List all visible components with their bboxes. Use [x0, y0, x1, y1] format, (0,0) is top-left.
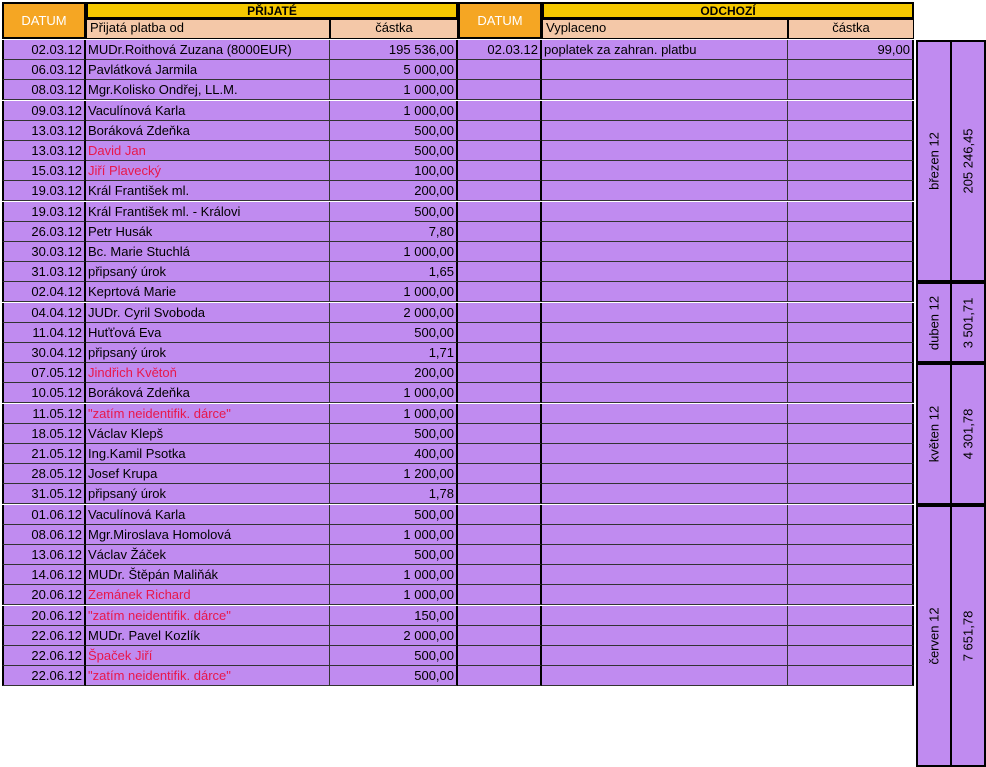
- out-amount-cell[interactable]: [788, 60, 914, 80]
- date-cell[interactable]: 01.06.12: [2, 505, 86, 525]
- date-cell[interactable]: 02.03.12: [2, 40, 86, 60]
- out-amount-cell[interactable]: [788, 80, 914, 100]
- received-from-header: Přijatá platba od: [86, 19, 330, 39]
- donor-name-cell[interactable]: Špaček Jiří: [86, 646, 330, 666]
- month-total: 3 501,71: [960, 297, 976, 349]
- out-description-cell[interactable]: [542, 585, 788, 605]
- out-amount-cell[interactable]: [788, 666, 914, 686]
- donor-name-cell[interactable]: Pavlátková Jarmila: [86, 60, 330, 80]
- out-description-cell[interactable]: [542, 181, 788, 201]
- out-date-cell[interactable]: [458, 121, 542, 141]
- donor-name-cell[interactable]: Ing.Kamil Psotka: [86, 444, 330, 464]
- amount-cell[interactable]: 500,00: [330, 666, 458, 686]
- date-cell[interactable]: 09.03.12: [2, 101, 86, 121]
- out-date-cell[interactable]: [458, 545, 542, 565]
- out-amount-cell[interactable]: 99,00: [788, 40, 914, 60]
- out-date-cell[interactable]: [458, 161, 542, 181]
- out-date-cell[interactable]: [458, 626, 542, 646]
- month-label: červen 12: [926, 607, 942, 665]
- amount-cell[interactable]: 1 000,00: [330, 282, 458, 302]
- date-cell[interactable]: 28.05.12: [2, 464, 86, 484]
- out-amount-cell[interactable]: [788, 525, 914, 545]
- amount-cell[interactable]: 1 000,00: [330, 585, 458, 605]
- out-amount-cell[interactable]: [788, 565, 914, 585]
- out-amount-cell[interactable]: [788, 444, 914, 464]
- out-date-cell[interactable]: [458, 363, 542, 383]
- donor-name-cell[interactable]: "zatím neidentifik. dárce": [86, 666, 330, 686]
- out-amount-cell[interactable]: [788, 646, 914, 666]
- out-amount-cell[interactable]: [788, 383, 914, 403]
- month-total-cell: [950, 505, 986, 767]
- out-date-cell[interactable]: [458, 484, 542, 504]
- month-label: duben 12: [926, 295, 942, 350]
- date-cell[interactable]: 26.03.12: [2, 222, 86, 242]
- amount-cell[interactable]: 1,65: [330, 262, 458, 282]
- table-row: [0, 40, 916, 60]
- out-description-cell[interactable]: [542, 424, 788, 444]
- table-row: [0, 343, 916, 363]
- month-total: 7 651,78: [960, 610, 976, 662]
- out-description-cell[interactable]: [542, 525, 788, 545]
- out-date-cell[interactable]: [458, 222, 542, 242]
- out-amount-cell[interactable]: [788, 363, 914, 383]
- table-row: [0, 666, 916, 686]
- out-amount-cell[interactable]: [788, 141, 914, 161]
- table-row: [0, 545, 916, 565]
- donor-name-cell[interactable]: Vaculínová Karla: [86, 101, 330, 121]
- donor-name-cell[interactable]: Boráková Zdeňka: [86, 383, 330, 403]
- month-total: 205 246,45: [960, 128, 976, 194]
- out-description-cell[interactable]: [542, 60, 788, 80]
- out-date-cell[interactable]: [458, 262, 542, 282]
- table-row: [0, 202, 916, 222]
- table-row: [0, 383, 916, 403]
- donor-name-cell[interactable]: Mgr.Miroslava Homolová: [86, 525, 330, 545]
- out-amount-cell[interactable]: [788, 101, 914, 121]
- table-row: [0, 404, 916, 424]
- out-date-cell[interactable]: [458, 525, 542, 545]
- out-amount-cell[interactable]: [788, 343, 914, 363]
- out-date-cell[interactable]: [458, 141, 542, 161]
- out-amount-cell[interactable]: [788, 606, 914, 626]
- table-row: [0, 282, 916, 302]
- out-date-cell[interactable]: [458, 444, 542, 464]
- donor-name-cell[interactable]: Keprtová Marie: [86, 282, 330, 302]
- donor-name-cell[interactable]: připsaný úrok: [86, 484, 330, 504]
- out-amount-cell[interactable]: [788, 222, 914, 242]
- date-cell[interactable]: 21.05.12: [2, 444, 86, 464]
- amount-cell[interactable]: 1 000,00: [330, 525, 458, 545]
- out-date-cell[interactable]: [458, 464, 542, 484]
- paid-out-header: Vyplaceno: [542, 19, 788, 39]
- out-date-cell[interactable]: [458, 424, 542, 444]
- table-row: [0, 646, 916, 666]
- out-description-cell[interactable]: [542, 626, 788, 646]
- donor-name-cell[interactable]: Petr Husák: [86, 222, 330, 242]
- out-description-cell[interactable]: [542, 161, 788, 181]
- table-row: [0, 424, 916, 444]
- date-cell[interactable]: 08.06.12: [2, 525, 86, 545]
- donor-name-cell[interactable]: David Jan: [86, 141, 330, 161]
- date-cell[interactable]: 31.05.12: [2, 484, 86, 504]
- out-date-cell[interactable]: [458, 242, 542, 262]
- table-row: [0, 121, 916, 141]
- out-description-cell[interactable]: [542, 343, 788, 363]
- out-amount-cell[interactable]: [788, 404, 914, 424]
- month-total-cell: [950, 40, 986, 282]
- out-date-cell[interactable]: [458, 303, 542, 323]
- table-row: [0, 323, 916, 343]
- out-date-cell[interactable]: [458, 404, 542, 424]
- date-cell[interactable]: 20.06.12: [2, 585, 86, 605]
- donor-name-cell[interactable]: Jindřich Květoň: [86, 363, 330, 383]
- out-amount-cell[interactable]: [788, 303, 914, 323]
- table-row: [0, 141, 916, 161]
- amount-cell[interactable]: 5 000,00: [330, 60, 458, 80]
- out-description-cell[interactable]: [542, 666, 788, 686]
- out-description-cell[interactable]: [542, 242, 788, 262]
- month-label-cell: [916, 505, 952, 767]
- out-description-cell[interactable]: [542, 222, 788, 242]
- out-date-cell[interactable]: [458, 343, 542, 363]
- date-cell[interactable]: 02.04.12: [2, 282, 86, 302]
- donor-name-cell[interactable]: Josef Krupa: [86, 464, 330, 484]
- amount-header: částka: [330, 19, 458, 39]
- amount-cell[interactable]: 400,00: [330, 444, 458, 464]
- date-cell[interactable]: 30.04.12: [2, 343, 86, 363]
- out-date-cell[interactable]: [458, 60, 542, 80]
- donor-name-cell[interactable]: MUDr. Pavel Kozlík: [86, 626, 330, 646]
- amount-header-2: částka: [788, 19, 914, 39]
- amount-cell[interactable]: 1 000,00: [330, 383, 458, 403]
- amount-cell[interactable]: 150,00: [330, 606, 458, 626]
- table-row: [0, 222, 916, 242]
- amount-cell[interactable]: 2 000,00: [330, 303, 458, 323]
- month-label-cell: [916, 363, 952, 504]
- amount-cell[interactable]: 500,00: [330, 202, 458, 222]
- donor-name-cell[interactable]: MUDr. Štěpán Maliňák: [86, 565, 330, 585]
- datum-header-label: DATUM: [21, 12, 67, 28]
- donor-name-cell[interactable]: Mgr.Kolisko Ondřej, LL.M.: [86, 80, 330, 100]
- out-amount-cell[interactable]: [788, 323, 914, 343]
- out-description-cell[interactable]: [542, 464, 788, 484]
- out-date-cell[interactable]: [458, 383, 542, 403]
- out-date-cell[interactable]: [458, 606, 542, 626]
- out-description-cell[interactable]: [542, 101, 788, 121]
- amount-cell[interactable]: 500,00: [330, 646, 458, 666]
- amount-cell[interactable]: 195 536,00: [330, 40, 458, 60]
- out-amount-cell[interactable]: [788, 464, 914, 484]
- amount-cell[interactable]: 500,00: [330, 424, 458, 444]
- amount-cell[interactable]: 1 000,00: [330, 101, 458, 121]
- amount-cell[interactable]: 1 200,00: [330, 464, 458, 484]
- out-description-cell[interactable]: [542, 202, 788, 222]
- date-cell[interactable]: 22.06.12: [2, 666, 86, 686]
- donor-name-cell[interactable]: Vaculínová Karla: [86, 505, 330, 525]
- out-date-cell[interactable]: [458, 181, 542, 201]
- donor-name-cell[interactable]: připsaný úrok: [86, 262, 330, 282]
- date-cell[interactable]: 14.06.12: [2, 565, 86, 585]
- outgoing-title: ODCHOZÍ: [542, 2, 914, 19]
- out-date-cell[interactable]: [458, 666, 542, 686]
- out-description-cell[interactable]: [542, 444, 788, 464]
- donor-name-cell[interactable]: "zatím neidentifik. dárce": [86, 404, 330, 424]
- amount-cell[interactable]: 500,00: [330, 505, 458, 525]
- out-amount-cell[interactable]: [788, 424, 914, 444]
- date-cell[interactable]: 15.03.12: [2, 161, 86, 181]
- amount-cell[interactable]: 100,00: [330, 161, 458, 181]
- out-amount-cell[interactable]: [788, 484, 914, 504]
- out-date-cell[interactable]: [458, 80, 542, 100]
- out-date-cell[interactable]: [458, 646, 542, 666]
- date-cell[interactable]: 13.03.12: [2, 121, 86, 141]
- donor-name-cell[interactable]: připsaný úrok: [86, 343, 330, 363]
- table-row: [0, 626, 916, 646]
- datum-header: [2, 2, 86, 39]
- out-amount-cell[interactable]: [788, 505, 914, 525]
- date-cell[interactable]: 31.03.12: [2, 262, 86, 282]
- date-cell[interactable]: 18.05.12: [2, 424, 86, 444]
- table-row: [0, 80, 916, 100]
- out-description-cell[interactable]: [542, 282, 788, 302]
- amount-cell[interactable]: 500,00: [330, 121, 458, 141]
- amount-cell[interactable]: 1 000,00: [330, 80, 458, 100]
- table-row: [0, 585, 916, 605]
- table-row: [0, 565, 916, 585]
- donor-name-cell[interactable]: MUDr.Roithová Zuzana (8000EUR): [86, 40, 330, 60]
- out-description-cell[interactable]: poplatek za zahran. platbu: [542, 40, 788, 60]
- amount-cell[interactable]: 200,00: [330, 181, 458, 201]
- out-amount-cell[interactable]: [788, 121, 914, 141]
- date-cell[interactable]: 06.03.12: [2, 60, 86, 80]
- out-description-cell[interactable]: [542, 262, 788, 282]
- amount-cell[interactable]: 2 000,00: [330, 626, 458, 646]
- out-description-cell[interactable]: [542, 323, 788, 343]
- out-description-cell[interactable]: [542, 141, 788, 161]
- out-date-cell[interactable]: 02.03.12: [458, 40, 542, 60]
- date-cell[interactable]: 19.03.12: [2, 181, 86, 201]
- donor-name-cell[interactable]: Král František ml.: [86, 181, 330, 201]
- date-cell[interactable]: 11.04.12: [2, 323, 86, 343]
- out-amount-cell[interactable]: [788, 585, 914, 605]
- table-row: [0, 606, 916, 626]
- donor-name-cell[interactable]: JUDr. Cyril Svoboda: [86, 303, 330, 323]
- amount-cell[interactable]: 1 000,00: [330, 242, 458, 262]
- date-cell[interactable]: 07.05.12: [2, 363, 86, 383]
- out-amount-cell[interactable]: [788, 545, 914, 565]
- table-row: [0, 444, 916, 464]
- out-date-cell[interactable]: [458, 585, 542, 605]
- table-row: [0, 262, 916, 282]
- out-amount-cell[interactable]: [788, 202, 914, 222]
- out-amount-cell[interactable]: [788, 242, 914, 262]
- out-description-cell[interactable]: [542, 121, 788, 141]
- amount-cell[interactable]: 1,78: [330, 484, 458, 504]
- month-label: březen 12: [926, 132, 942, 191]
- out-date-cell[interactable]: [458, 565, 542, 585]
- donor-name-cell[interactable]: Král František ml. - Královi: [86, 202, 330, 222]
- month-total-cell: [950, 363, 986, 504]
- out-date-cell[interactable]: [458, 202, 542, 222]
- date-cell[interactable]: 11.05.12: [2, 404, 86, 424]
- date-cell[interactable]: 08.03.12: [2, 80, 86, 100]
- out-date-cell[interactable]: [458, 505, 542, 525]
- month-label: květen 12: [926, 405, 942, 463]
- out-date-cell[interactable]: [458, 282, 542, 302]
- amount-cell[interactable]: 500,00: [330, 323, 458, 343]
- out-description-cell[interactable]: [542, 303, 788, 323]
- table-row: [0, 60, 916, 80]
- out-date-cell[interactable]: [458, 323, 542, 343]
- amount-cell[interactable]: 500,00: [330, 545, 458, 565]
- out-description-cell[interactable]: [542, 484, 788, 504]
- donor-name-cell[interactable]: Zemánek Richard: [86, 585, 330, 605]
- donor-name-cell[interactable]: Boráková Zdeňka: [86, 121, 330, 141]
- donor-name-cell[interactable]: Václav Klepš: [86, 424, 330, 444]
- month-total-cell: [950, 282, 986, 363]
- month-label-cell: [916, 282, 952, 363]
- out-description-cell[interactable]: [542, 646, 788, 666]
- table-row: [0, 525, 916, 545]
- table-row: [0, 101, 916, 121]
- table-row: [0, 505, 916, 525]
- out-amount-cell[interactable]: [788, 262, 914, 282]
- table-row: [0, 363, 916, 383]
- out-description-cell[interactable]: [542, 404, 788, 424]
- donor-name-cell[interactable]: Václav Žáček: [86, 545, 330, 565]
- out-description-cell[interactable]: [542, 545, 788, 565]
- datum-header-2: [458, 2, 542, 39]
- table-row: [0, 464, 916, 484]
- date-cell[interactable]: 22.06.12: [2, 646, 86, 666]
- date-cell[interactable]: 22.06.12: [2, 626, 86, 646]
- out-description-cell[interactable]: [542, 363, 788, 383]
- out-description-cell[interactable]: [542, 565, 788, 585]
- out-amount-cell[interactable]: [788, 161, 914, 181]
- table-row: [0, 303, 916, 323]
- date-cell[interactable]: 10.05.12: [2, 383, 86, 403]
- out-description-cell[interactable]: [542, 80, 788, 100]
- table-row: [0, 161, 916, 181]
- amount-cell[interactable]: 1 000,00: [330, 404, 458, 424]
- amount-cell[interactable]: 1,71: [330, 343, 458, 363]
- month-total: 4 301,78: [960, 408, 976, 460]
- date-cell[interactable]: 19.03.12: [2, 202, 86, 222]
- amount-cell[interactable]: 7,80: [330, 222, 458, 242]
- out-amount-cell[interactable]: [788, 626, 914, 646]
- donor-name-cell[interactable]: Huťťová Eva: [86, 323, 330, 343]
- out-description-cell[interactable]: [542, 383, 788, 403]
- table-row: [0, 242, 916, 262]
- out-date-cell[interactable]: [458, 101, 542, 121]
- out-amount-cell[interactable]: [788, 282, 914, 302]
- table-row: [0, 181, 916, 201]
- out-description-cell[interactable]: [542, 505, 788, 525]
- donor-name-cell[interactable]: "zatím neidentifik. dárce": [86, 606, 330, 626]
- date-cell[interactable]: 13.03.12: [2, 141, 86, 161]
- donor-name-cell[interactable]: Jiří Plavecký: [86, 161, 330, 181]
- month-label-cell: [916, 40, 952, 282]
- date-cell[interactable]: 13.06.12: [2, 545, 86, 565]
- amount-cell[interactable]: 500,00: [330, 141, 458, 161]
- date-cell[interactable]: 04.04.12: [2, 303, 86, 323]
- date-cell[interactable]: 20.06.12: [2, 606, 86, 626]
- donor-name-cell[interactable]: Bc. Marie Stuchlá: [86, 242, 330, 262]
- datum-header-2-label: DATUM: [477, 12, 523, 28]
- amount-cell[interactable]: 1 000,00: [330, 565, 458, 585]
- received-title: PŘIJATÉ: [86, 2, 458, 19]
- out-amount-cell[interactable]: [788, 181, 914, 201]
- date-cell[interactable]: 30.03.12: [2, 242, 86, 262]
- table-row: [0, 484, 916, 504]
- amount-cell[interactable]: 200,00: [330, 363, 458, 383]
- out-description-cell[interactable]: [542, 606, 788, 626]
